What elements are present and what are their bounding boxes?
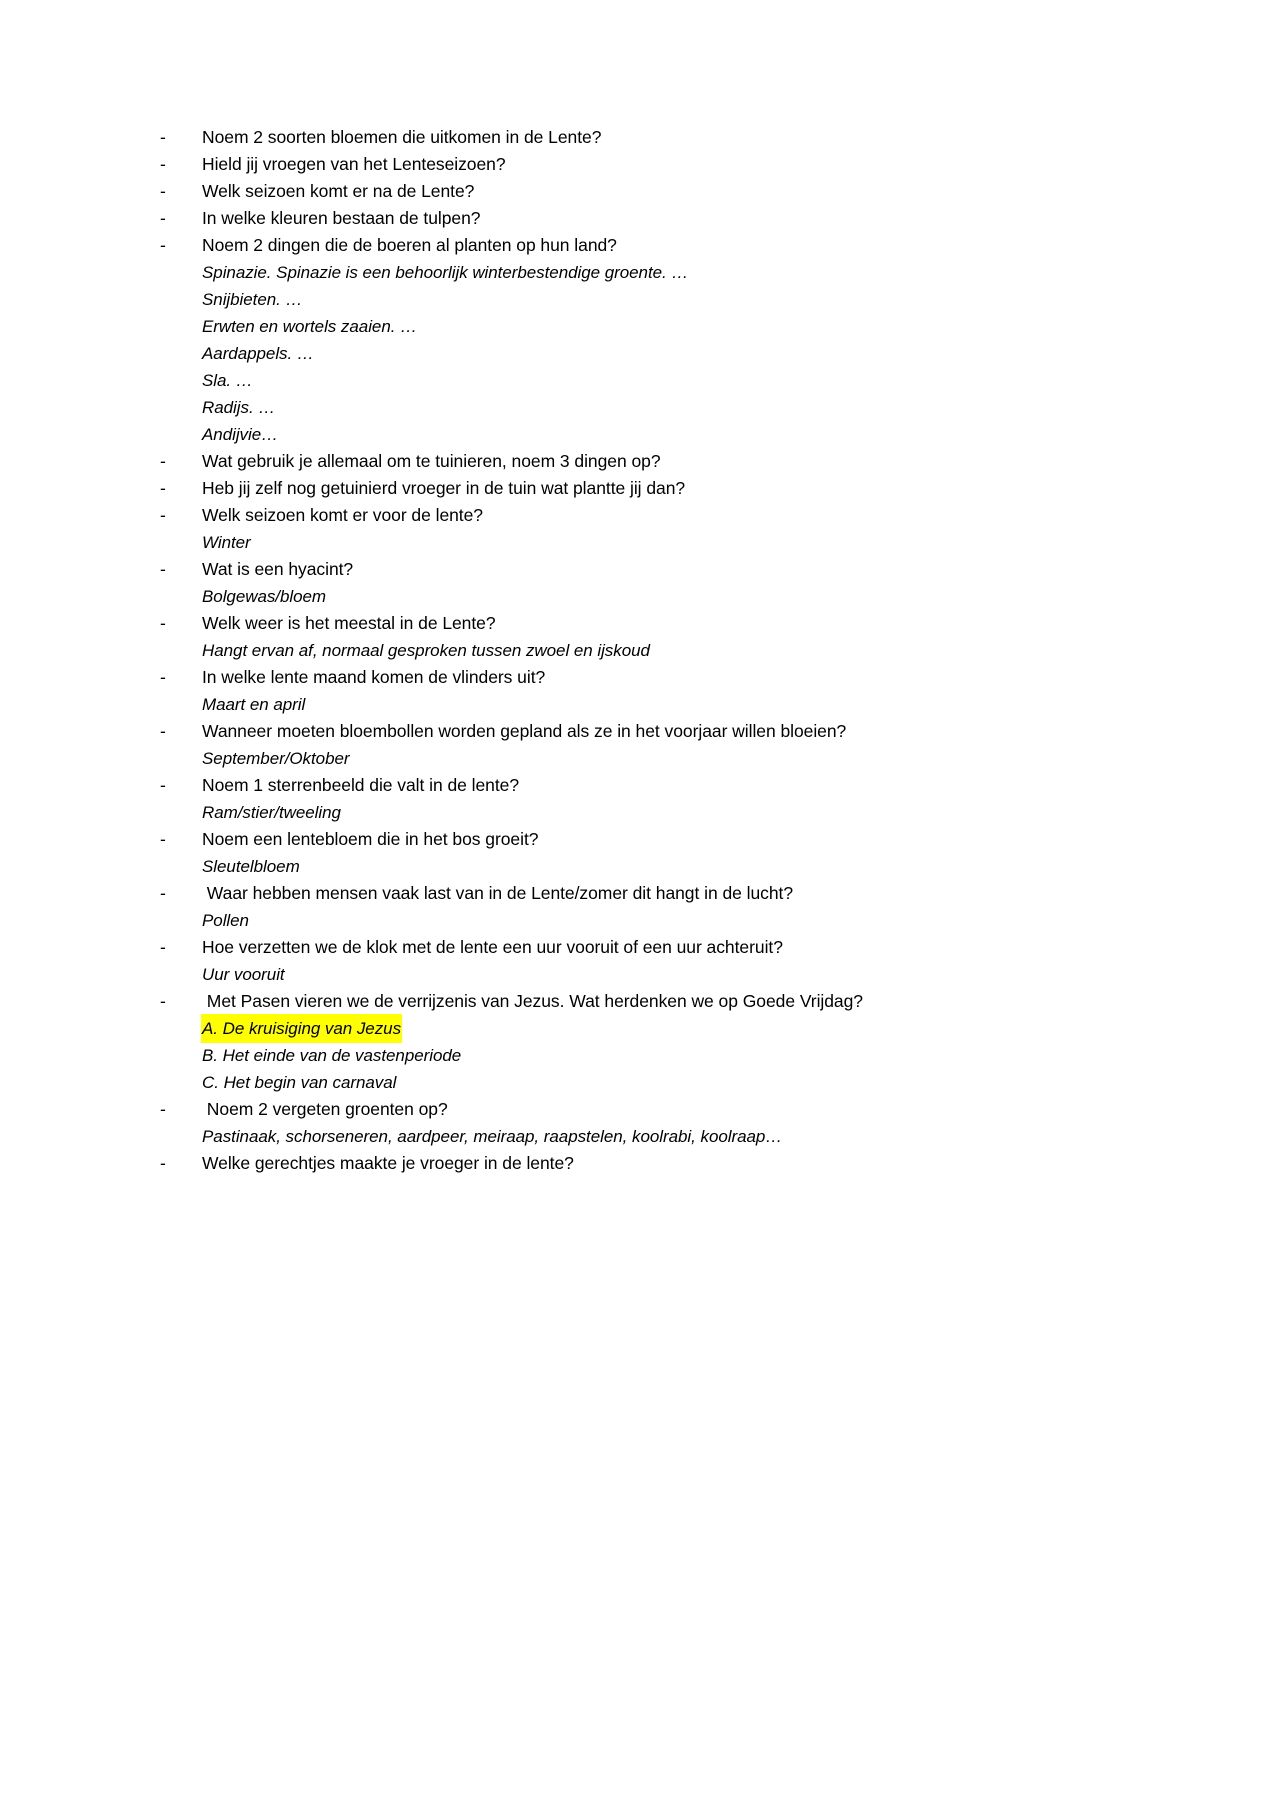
question-text: In welke kleuren bestaan de tulpen? xyxy=(202,208,481,228)
question-row xyxy=(160,556,1120,583)
answer-row xyxy=(160,745,1120,772)
question-text: Noem een lentebloem die in het bos groeit? xyxy=(202,829,539,849)
answer-row xyxy=(160,637,1120,664)
question-row xyxy=(160,934,1120,961)
question-text: Met Pasen vieren we de verrijzenis van Jezus. Wat herdenken we op Goede Vrijdag? xyxy=(202,991,863,1011)
question-row xyxy=(160,124,1120,151)
answer-text: Maart en april xyxy=(202,695,306,714)
answer-row xyxy=(160,313,1120,340)
bullet-marker-icon: - xyxy=(160,154,166,174)
answer-text: Winter xyxy=(202,533,251,552)
answer-row xyxy=(160,799,1120,826)
question-text: Noem 2 dingen die de boeren al planten op hun land? xyxy=(202,235,617,255)
answer-text: Hangt ervan af, normaal gesproken tussen zwoel en ijskoud xyxy=(202,641,650,660)
bullet-marker-icon: - xyxy=(160,613,166,633)
answer-row xyxy=(160,1123,1120,1150)
answer-row xyxy=(160,853,1120,880)
answer-row xyxy=(160,961,1120,988)
bullet-marker-icon: - xyxy=(160,208,166,228)
answer-text: Spinazie. Spinazie is een behoorlijk winterbestendige groente. … xyxy=(202,263,689,282)
question-row xyxy=(160,988,1120,1015)
bullet-marker-icon: - xyxy=(160,559,166,579)
bullet-marker-icon: - xyxy=(160,505,166,525)
answer-row xyxy=(160,907,1120,934)
question-row xyxy=(160,1150,1120,1177)
answer-text: Snijbieten. … xyxy=(202,290,303,309)
answer-text: Uur vooruit xyxy=(202,965,285,984)
answer-row xyxy=(160,394,1120,421)
answer-text: Pollen xyxy=(202,911,249,930)
question-text: Welke gerechtjes maakte je vroeger in de lente? xyxy=(202,1153,574,1173)
question-text: Noem 2 soorten bloemen die uitkomen in de Lente? xyxy=(202,127,602,147)
question-row xyxy=(160,880,1120,907)
question-text: Welk seizoen komt er voor de lente? xyxy=(202,505,483,525)
bullet-marker-icon: - xyxy=(160,181,166,201)
answer-row xyxy=(160,340,1120,367)
question-row xyxy=(160,475,1120,502)
question-text: Welk seizoen komt er na de Lente? xyxy=(202,181,475,201)
question-text: Heb jij zelf nog getuinierd vroeger in de tuin wat plantte jij dan? xyxy=(202,478,686,498)
question-row xyxy=(160,1096,1120,1123)
question-text: Wat gebruik je allemaal om te tuinieren, noem 3 dingen op? xyxy=(202,451,661,471)
answer-text: Ram/stier/tweeling xyxy=(202,803,341,822)
bullet-marker-icon: - xyxy=(160,883,166,903)
question-row xyxy=(160,448,1120,475)
answer-text: C. Het begin van carnaval xyxy=(202,1073,397,1092)
answer-text: Sla. … xyxy=(202,371,253,390)
answer-text: Bolgewas/bloem xyxy=(202,587,327,606)
bullet-marker-icon: - xyxy=(160,991,166,1011)
answer-row xyxy=(160,529,1120,556)
question-text: Hield jij vroegen van het Lenteseizoen? xyxy=(202,154,506,174)
answer-text: Radijs. … xyxy=(202,398,276,417)
question-text: Waar hebben mensen vaak last van in de Lente/zomer dit hangt in de lucht? xyxy=(202,883,794,903)
question-row xyxy=(160,151,1120,178)
bullet-marker-icon: - xyxy=(160,721,166,741)
bullet-marker-icon: - xyxy=(160,775,166,795)
bullet-marker-icon: - xyxy=(160,127,166,147)
answer-row xyxy=(160,1042,1120,1069)
document-body xyxy=(160,124,1120,1177)
question-row xyxy=(160,718,1120,745)
question-text: Noem 1 sterrenbeeld die valt in de lente? xyxy=(202,775,520,795)
question-text: In welke lente maand komen de vlinders uit? xyxy=(202,667,546,687)
bullet-marker-icon: - xyxy=(160,1099,166,1119)
bullet-marker-icon: - xyxy=(160,478,166,498)
answer-text: Andijvie… xyxy=(202,425,279,444)
bullet-marker-icon: - xyxy=(160,451,166,471)
question-row xyxy=(160,178,1120,205)
answer-text: B. Het einde van de vastenperiode xyxy=(202,1046,462,1065)
answer-row xyxy=(160,286,1120,313)
question-row xyxy=(160,610,1120,637)
question-text: Welk weer is het meestal in de Lente? xyxy=(202,613,496,633)
question-text: Hoe verzetten we de klok met de lente een uur vooruit of een uur achteruit? xyxy=(202,937,783,957)
bullet-marker-icon: - xyxy=(160,667,166,687)
answer-row xyxy=(160,691,1120,718)
bullet-marker-icon: - xyxy=(160,235,166,255)
answer-text-highlighted: A. De kruisiging van Jezus xyxy=(202,1015,401,1042)
answer-row xyxy=(160,367,1120,394)
question-row xyxy=(160,826,1120,853)
question-row xyxy=(160,232,1120,259)
answer-text: September/Oktober xyxy=(202,749,350,768)
answer-row xyxy=(160,421,1120,448)
answer-text: Aardappels. … xyxy=(202,344,314,363)
question-row xyxy=(160,502,1120,529)
bullet-marker-icon: - xyxy=(160,937,166,957)
answer-text: Pastinaak, schorseneren, aardpeer, meiraap, raapstelen, koolrabi, koolraap… xyxy=(202,1127,783,1146)
question-row xyxy=(160,772,1120,799)
bullet-marker-icon: - xyxy=(160,1153,166,1173)
answer-text: Erwten en wortels zaaien. … xyxy=(202,317,418,336)
answer-row xyxy=(160,583,1120,610)
bullet-marker-icon: - xyxy=(160,829,166,849)
question-text: Wanneer moeten bloembollen worden gepland als ze in het voorjaar willen bloeien? xyxy=(202,721,847,741)
question-row xyxy=(160,205,1120,232)
answer-row xyxy=(160,259,1120,286)
answer-text: Sleutelbloem xyxy=(202,857,300,876)
question-row xyxy=(160,664,1120,691)
question-text: Noem 2 vergeten groenten op? xyxy=(202,1099,448,1119)
question-text: Wat is een hyacint? xyxy=(202,559,354,579)
answer-row xyxy=(160,1015,1120,1042)
answer-row xyxy=(160,1069,1120,1096)
